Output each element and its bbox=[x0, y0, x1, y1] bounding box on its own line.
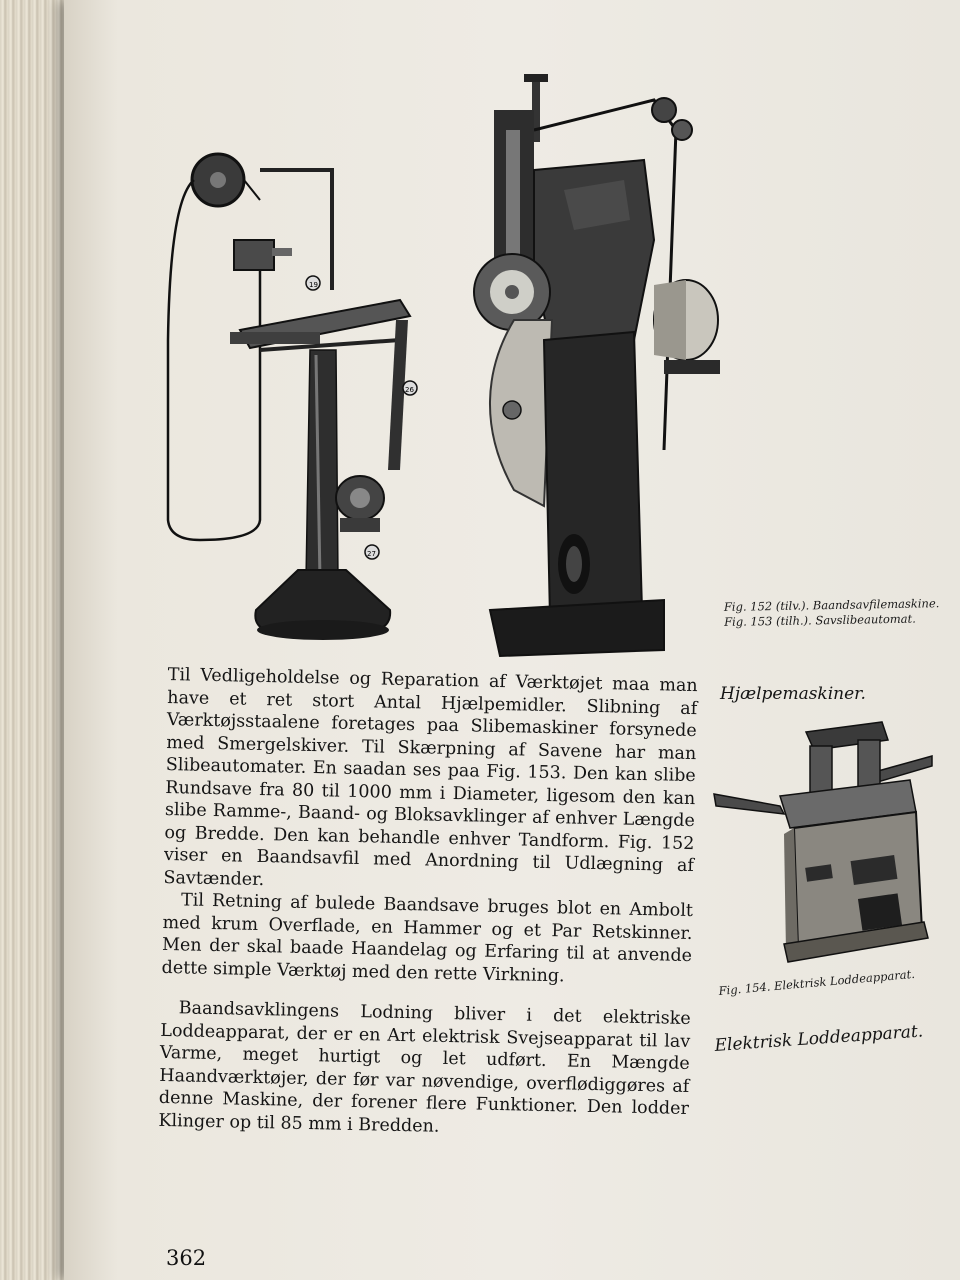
side-heading-elektrisk-loddeapparat: Elektrisk Loddeapparat. bbox=[714, 1021, 924, 1056]
fig-152-label-27: 27 bbox=[367, 550, 376, 558]
fig-153-saw-sharpening-machine bbox=[454, 70, 726, 660]
fig-152-153-caption bbox=[724, 596, 944, 630]
fig-154-caption: Fig. 154. Elektrisk Loddeapparat. bbox=[718, 966, 916, 998]
page-number: 362 bbox=[166, 1246, 207, 1270]
fig-154-electric-soldering-apparatus bbox=[710, 716, 936, 978]
side-heading-hjaelpemaskiner: Hjælpemaskiner. bbox=[720, 684, 866, 704]
paragraph-3: Baandsavklingens Lodning bliver i det elektriske Loddeapparat, der er en Art elektrisk Svejseapparat til lav Varme, meget hurtigt og let udført. En Mængde Haandværktøjer, der før var nøvendige, overflødiggøres af denne Maskine, der forener flere Funktioner. Den lodder Klinger op til 85 mm i Bredden. bbox=[158, 998, 691, 1137]
fig-152-bandsaw-filing-machine bbox=[160, 140, 420, 660]
paragraph-2: Til Retning af bulede Baandsave bruges blot en Ambolt med krum Overflade, en Hammer og et Par Retskinner. Men der skal baade Haandelag og Erfaring til at anvende dette simple Værktøj med den rette Virkning. bbox=[161, 890, 694, 986]
fig-152-caption: Fig. 152 (tilv.). Baandsavfilemaskine. bbox=[723, 596, 940, 614]
fig-152-label-26: 26 bbox=[405, 386, 414, 394]
body-text bbox=[158, 664, 698, 1143]
paragraph-1: Til Vedligeholdelse og Reparation af Værktøjet maa man have et ret stort Antal Hjælpemidler. Slibning af Værktøjsstaalene foretages paa Slibemaskiner forsynede med Smergelskiver. Til Skærpning af Savene har man Slibeautomater. En saadan ses paa Fig. 153. Den kan slibe Rundsave fra 80 til 1000 mm i Diameter, ligesom den kan slibe Ramme-, Baand- og Bloksavklinger af enhver Længde og Bredde. Den kan behandle enhver Tandform. Fig. 152 viser en Baandsavfil med Anordning til Udlægning af Savtænder. bbox=[163, 664, 698, 890]
fig-153-caption: Fig. 153 (tilh.). Savslibeautomat. bbox=[724, 611, 916, 629]
fig-152-label-19: 19 bbox=[309, 281, 318, 289]
